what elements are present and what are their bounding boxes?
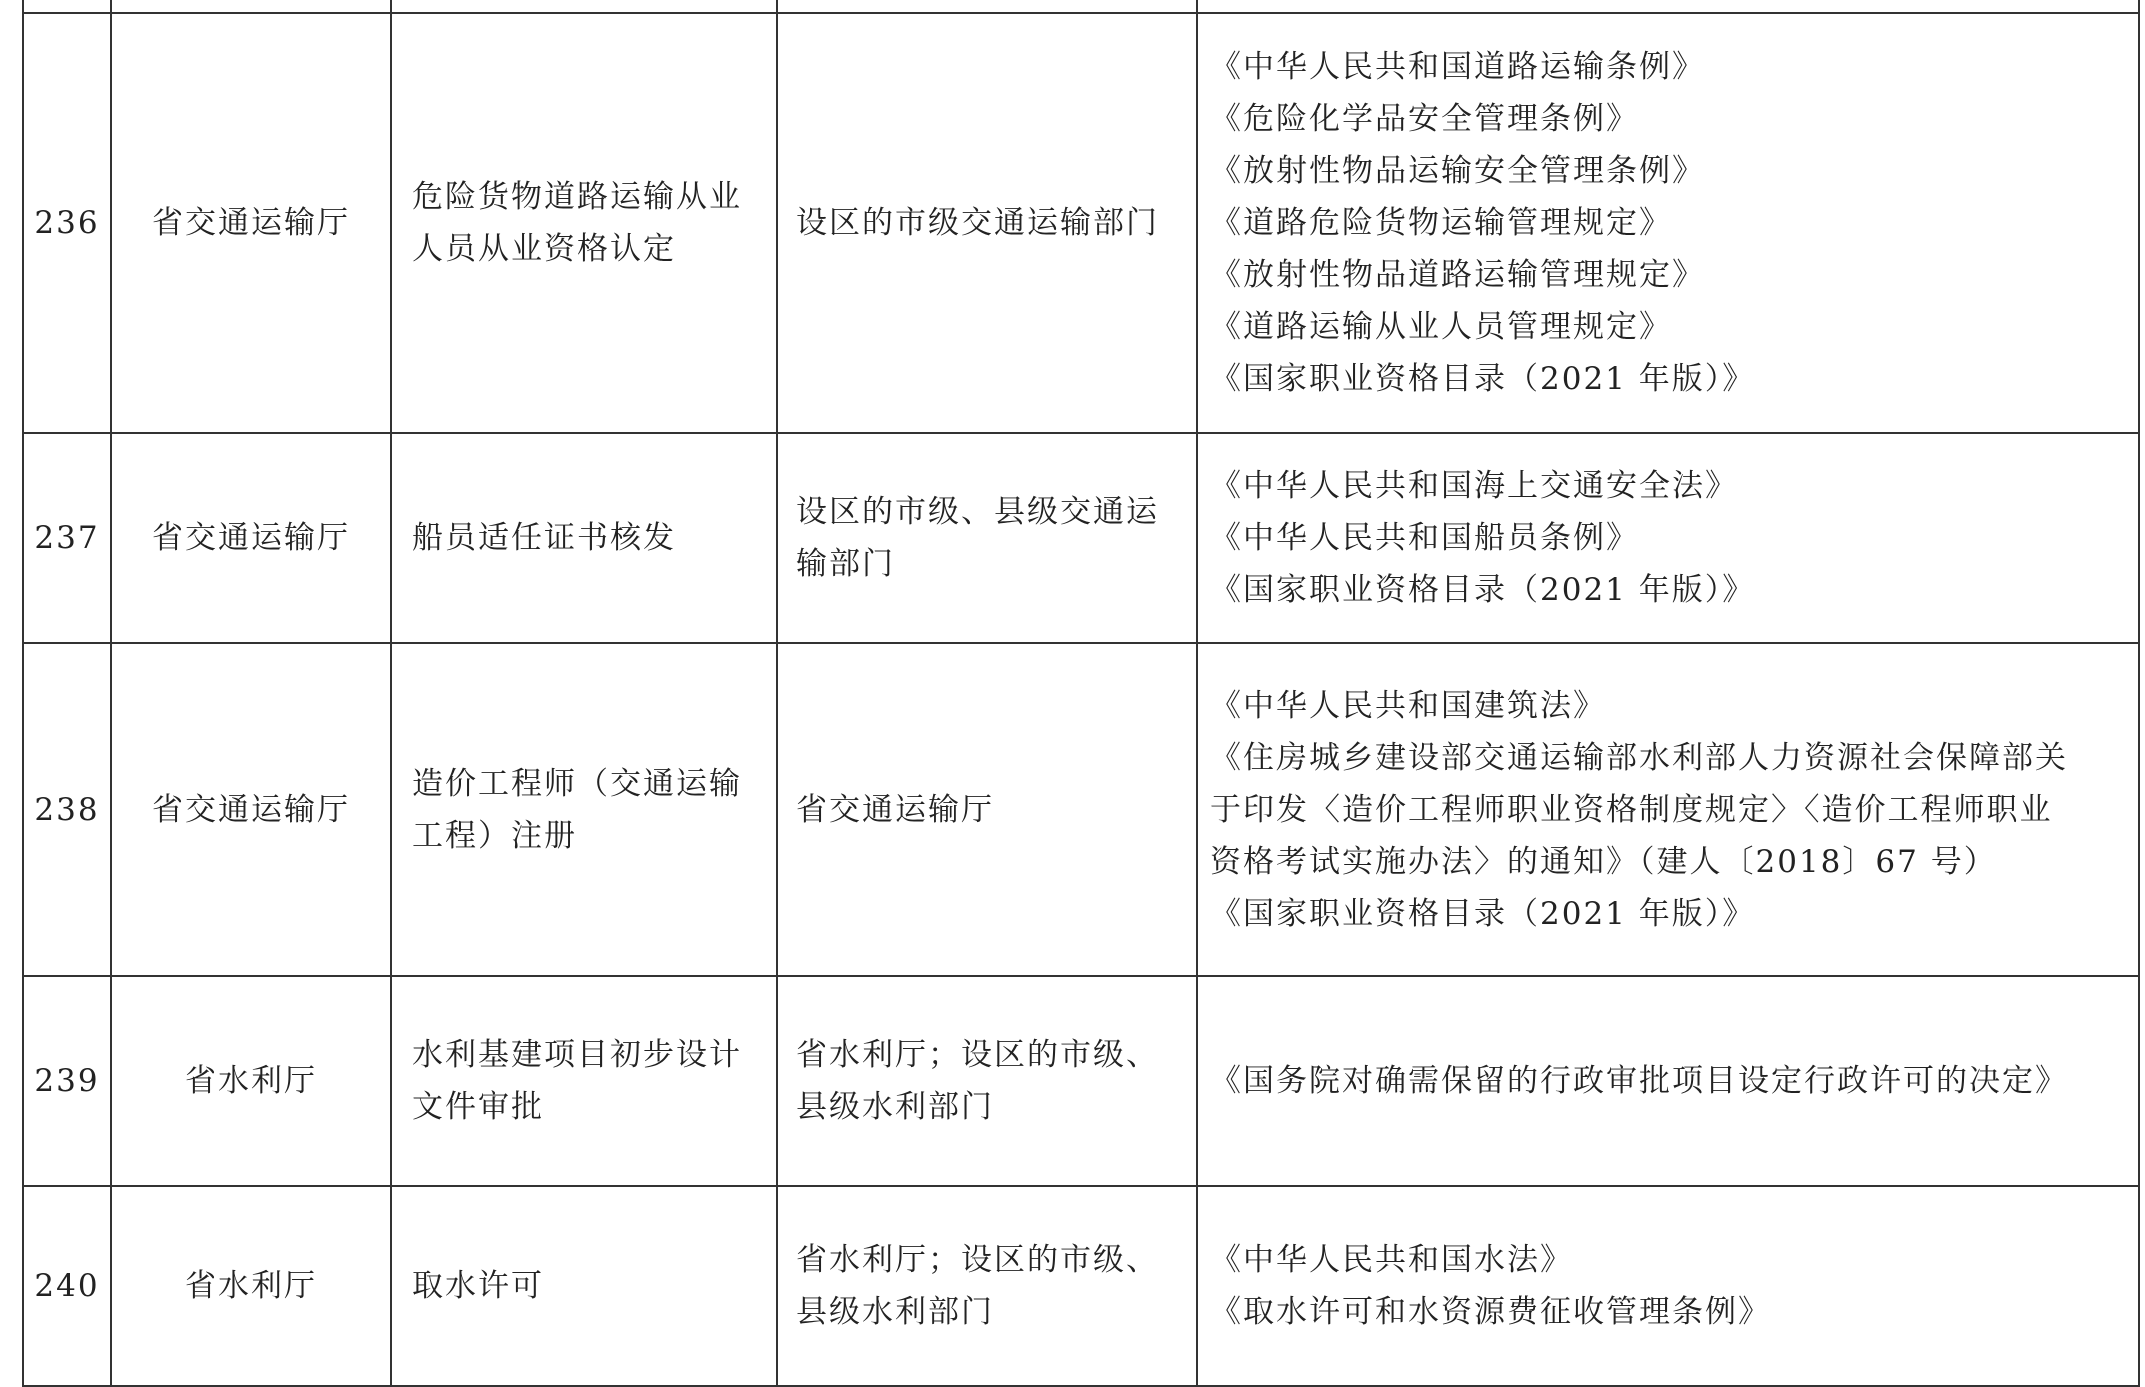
legal-basis-line: 《国家职业资格目录（2021 年版）》 [1210,361,1756,397]
department: 省交通运输厅 [111,643,391,976]
implementing-body-line: 省水利厅；设区的市级、 [796,1242,1159,1278]
table-row [23,433,2139,643]
cell-empty [111,0,391,13]
legal-basis [1197,1186,2139,1386]
legal-basis-line: 于印发〈造价工程师职业资格制度规定〉〈造价工程师职业 [1210,791,2053,828]
approval-item-line: 文件审批 [412,1089,544,1125]
implementing-body-line: 县级水利部门 [796,1089,994,1125]
implementing-body-line: 设区的市级、县级交通运 [796,494,1159,530]
implementing-body [777,13,1197,433]
table-row-partial [23,0,2139,13]
row-number: 239 [23,976,111,1186]
department: 省交通运输厅 [111,13,391,433]
implementing-body [777,643,1197,976]
approval-item-line: 造价工程师（交通运输 [412,765,742,802]
legal-basis [1197,433,2139,643]
implementing-body-line: 省水利厅；设区的市级、 [796,1037,1159,1073]
approval-item [391,13,777,433]
legal-basis-line: 《放射性物品道路运输管理规定》 [1210,257,1705,293]
legal-basis-line: 《危险化学品安全管理条例》 [1210,101,1639,137]
approval-item [391,433,777,643]
cell-empty [777,0,1197,13]
table-row [23,643,2139,976]
table-row [23,976,2139,1186]
approval-item-line: 水利基建项目初步设计 [412,1037,742,1073]
row-number: 238 [23,643,111,976]
approval-item-line: 人员从业资格认定 [412,231,676,267]
department: 省交通运输厅 [111,433,391,643]
implementing-body-line: 输部门 [796,546,895,582]
implementing-body [777,433,1197,643]
table-row [23,1186,2139,1386]
legal-basis-line: 《中华人民共和国水法》 [1210,1242,1573,1278]
legal-basis [1197,976,2139,1186]
legal-basis [1197,643,2139,976]
approval-item-line: 取水许可 [412,1268,544,1304]
implementing-body [777,976,1197,1186]
implementing-body-line: 省交通运输厅 [796,791,994,828]
legal-basis-line: 《国家职业资格目录（2021 年版）》 [1210,895,1756,932]
legal-basis-line: 《中华人民共和国道路运输条例》 [1210,49,1705,85]
row-number: 237 [23,433,111,643]
legal-basis [1197,13,2139,433]
legal-basis-line: 《取水许可和水资源费征收管理条例》 [1210,1294,1771,1330]
legal-basis-line: 资格考试实施办法〉的通知》（建人〔2018〕67 号） [1210,843,1997,880]
legal-basis-line: 《道路运输从业人员管理规定》 [1210,309,1672,345]
legal-basis-line: 《国家职业资格目录（2021 年版）》 [1210,572,1756,608]
approval-item-line: 船员适任证书核发 [412,520,676,556]
legal-basis-line: 《中华人民共和国建筑法》 [1210,687,1606,724]
implementing-body [777,1186,1197,1386]
approval-item-line: 危险货物道路运输从业 [412,179,742,215]
table-row [23,13,2139,433]
approval-item [391,643,777,976]
approval-item-line: 工程）注册 [412,817,577,854]
legal-basis-line: 《中华人民共和国船员条例》 [1210,520,1639,556]
legal-basis-line: 《住房城乡建设部交通运输部水利部人力资源社会保障部关 [1210,739,2068,776]
legal-basis-line: 《道路危险货物运输管理规定》 [1210,205,1672,241]
row-number: 236 [23,13,111,433]
approval-item [391,976,777,1186]
cell-empty [391,0,777,13]
approval-item [391,1186,777,1386]
row-number: 240 [23,1186,111,1386]
legal-basis-line: 《放射性物品运输安全管理条例》 [1210,153,1705,189]
cell-empty [1197,0,2139,13]
legal-basis-line: 《中华人民共和国海上交通安全法》 [1210,468,1738,504]
department: 省水利厅 [111,976,391,1186]
cell-empty [23,0,111,13]
department: 省水利厅 [111,1186,391,1386]
legal-basis-line: 《国务院对确需保留的行政审批项目设定行政许可的决定》 [1210,1063,2068,1099]
implementing-body-line: 县级水利部门 [796,1294,994,1330]
implementing-body-line: 设区的市级交通运输部门 [796,205,1159,241]
approval-items-table [22,0,2140,1387]
